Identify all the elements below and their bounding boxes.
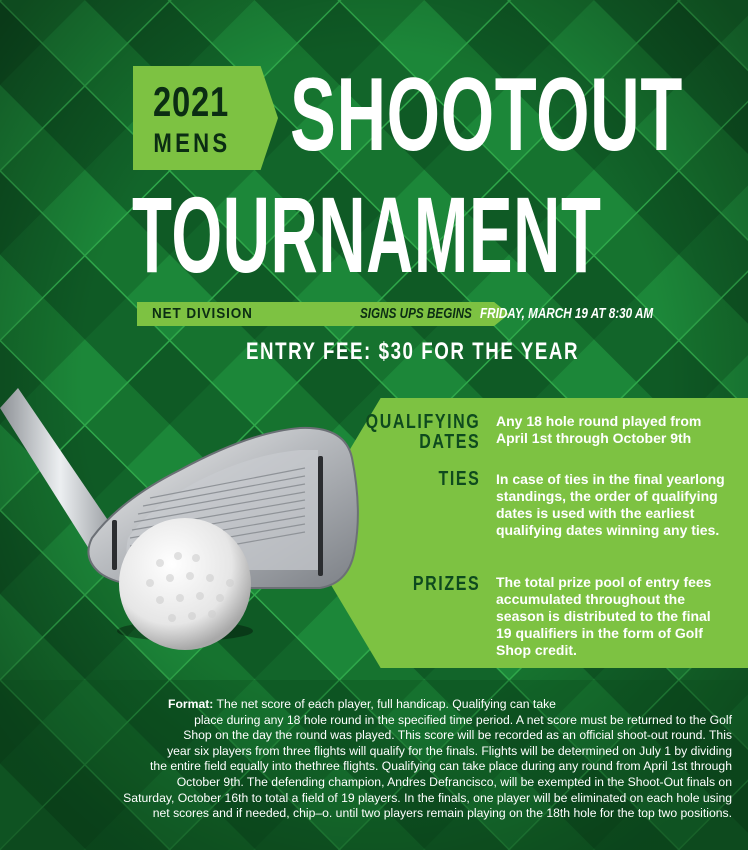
format-line-8: net scores and if needed, chip–o. until two players remain playing on the 18th hole for the top two positions. — [152, 806, 732, 821]
prizes-label: PRIZES — [412, 573, 480, 595]
golf-club-and-ball — [0, 388, 380, 650]
entry-fee: ENTRY FEE: $30 FOR THE YEAR — [246, 338, 580, 365]
mens-text: MENS — [153, 128, 231, 158]
qualifying-text: Any 18 hole round played from April 1st through October 9th — [496, 413, 702, 446]
qualifying-label-dates: DATES — [418, 431, 480, 453]
title-tournament: TOURNAMENT — [132, 174, 602, 295]
qualifying-label: QUALIFYING — [365, 411, 480, 433]
format-line-6: October 9th. The defending champion, Andres Defrancisco, will be exempted in the Shoot-Out finals on — [176, 774, 732, 789]
format-line-2: place during any 18 hole round in the specified time period. A net score must be returned to the Golf — [194, 712, 732, 727]
signups-label: SIGNS UPS BEGINS — [360, 305, 472, 322]
format-lead: Format: — [168, 697, 214, 711]
signups-date: FRIDAY, MARCH 19 AT 8:30 AM — [480, 305, 654, 322]
year-text: 2021 — [153, 78, 230, 125]
format-line-4: year six players from three flights will qualify for the finals. Flights will be determined on July 1 by dividing — [167, 743, 732, 758]
format-line-3: Shop on the day the round was played. This score will be recorded as an official shoot-out round. This — [183, 728, 732, 743]
title-shootout: SHOOTOUT — [290, 57, 683, 173]
format-paragraph — [64, 697, 732, 822]
prizes-text: The total prize pool of entry fees accumulated throughout the season is distributed to the final 19 qualifiers in the form of Golf Shop credit. — [496, 574, 712, 658]
format-line-1: The net score of each player, full handicap. Qualifying can take — [213, 697, 556, 711]
format-line-7: Saturday, October 16th to total a field of 19 players. In the finals, one player will be eliminated on each hole using — [123, 790, 732, 805]
format-line-5: the entire field equally into thethree flights. Qualifying can take place during any round from April 1st through — [150, 759, 732, 774]
ties-label: TIES — [438, 468, 480, 490]
division-label: NET DIVISION — [152, 305, 253, 322]
ties-text: In case of ties in the final yearlong standings, the order of qualifying dates is used with the earliest qualifying dates winning any ties. — [496, 471, 725, 538]
format-line — [64, 697, 732, 713]
